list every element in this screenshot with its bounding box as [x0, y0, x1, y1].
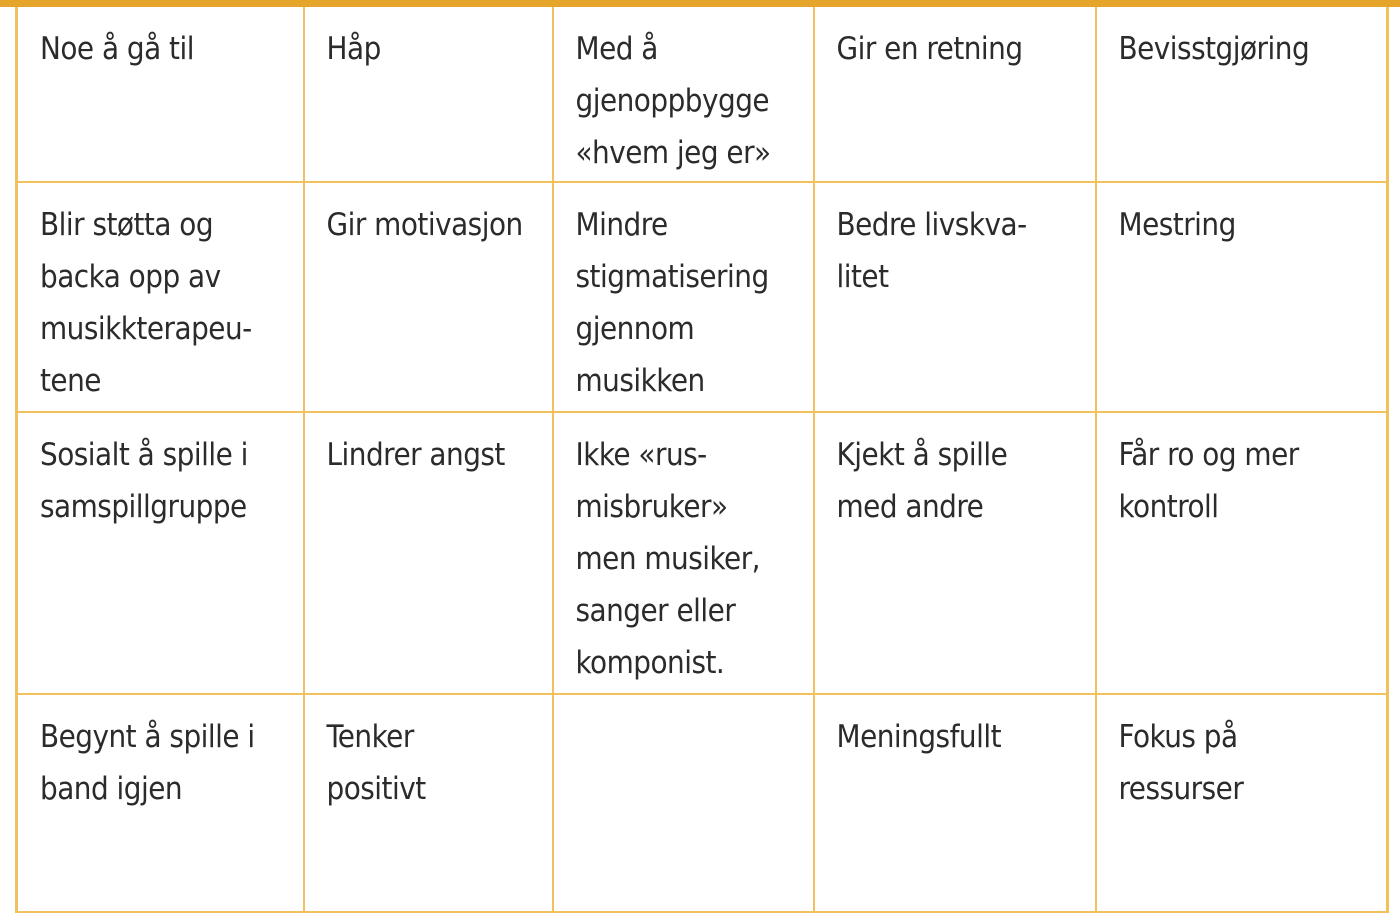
table-cell: Bevisstgjøring	[1096, 7, 1388, 182]
table-cell: Ikke «rus- misbruker» men musiker, sanger eller komponist.	[553, 412, 814, 694]
table-cell: Med å gjenoppbygge «hvem jeg er»	[553, 7, 814, 182]
table-row	[17, 182, 1388, 412]
table-cell: Begynt å spille i band igjen	[17, 694, 304, 912]
table-cell: Mindre stigmatisering gjennom musikken	[553, 182, 814, 412]
table-cell: Noe å gå til	[17, 7, 304, 182]
table-cell	[553, 694, 814, 912]
table-row	[17, 694, 1388, 912]
table-cell: Får ro og mer kontroll	[1096, 412, 1388, 694]
table-cell: Gir motivasjon	[304, 182, 553, 412]
table-cell: Sosialt å spille i samspillgruppe	[17, 412, 304, 694]
table-cell: Lindrer angst	[304, 412, 553, 694]
table-cell: Fokus på ressurser	[1096, 694, 1388, 912]
table-cell: Meningsfullt	[814, 694, 1096, 912]
table-cell: Kjekt å spille med andre	[814, 412, 1096, 694]
results-table	[15, 7, 1389, 913]
table-row	[17, 412, 1388, 694]
table-cell: Blir støtta og backa opp av musikkterapeu- tene	[17, 182, 304, 412]
table-cell: Gir en retning	[814, 7, 1096, 182]
table-cell: Tenker positivt	[304, 694, 553, 912]
table-cell: Håp	[304, 7, 553, 182]
table-cell: Bedre livskva- litet	[814, 182, 1096, 412]
table-row	[17, 7, 1388, 182]
table-top-rule	[0, 0, 1400, 7]
table-cell: Mestring	[1096, 182, 1388, 412]
